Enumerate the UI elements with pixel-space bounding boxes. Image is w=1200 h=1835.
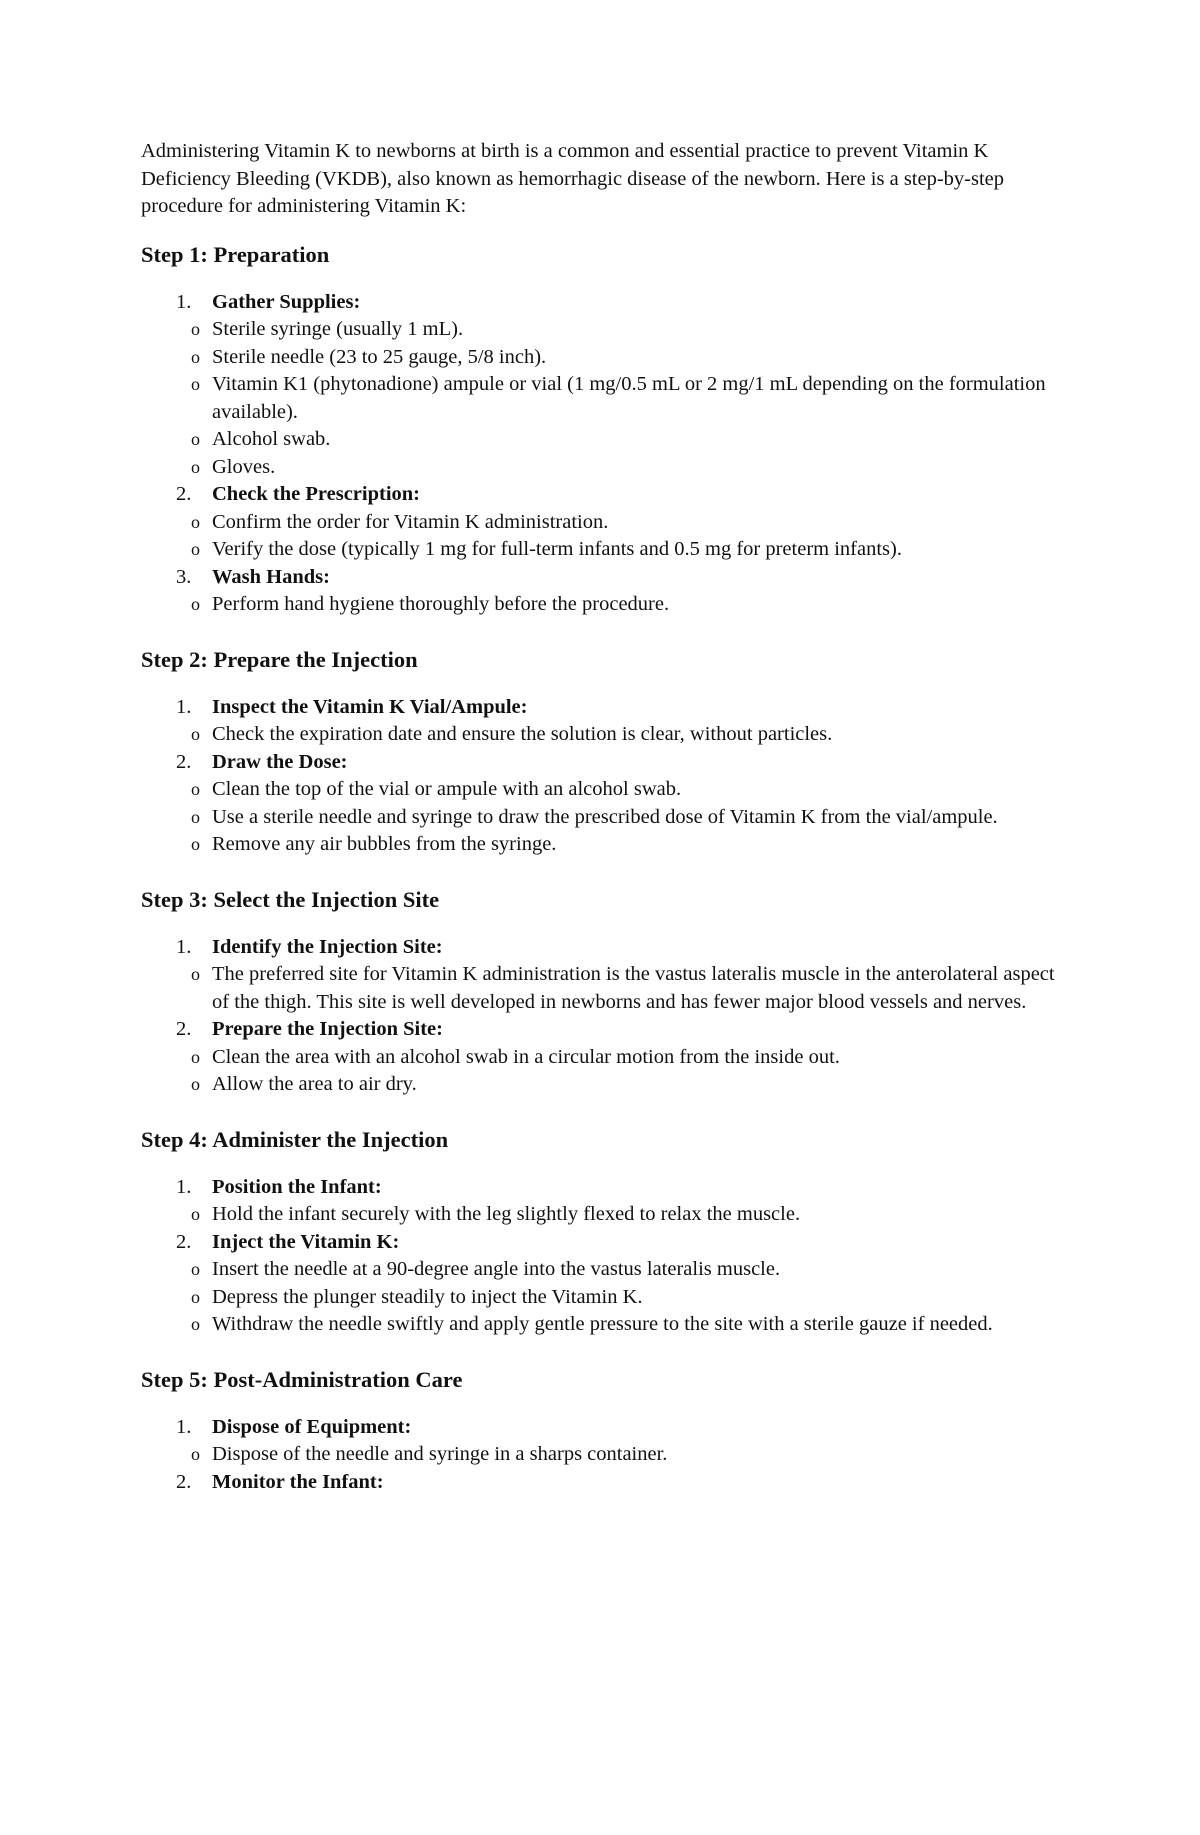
sub-bullet-text: Sterile syringe (usually 1 mL). — [212, 318, 464, 340]
sub-bullet-text: The preferred site for Vitamin K administration is the vastus lateralis muscle in the anterolateral aspect of the thigh. This site is well developed in newborns and has fewer major blood vessels and nerves. — [212, 963, 1055, 1013]
numbered-item — [141, 1174, 1071, 1229]
sub-bullet-item — [191, 1044, 1071, 1072]
sub-bullet-text: Gloves. — [212, 455, 276, 478]
item-title: Wash Hands: — [212, 565, 330, 588]
sub-bullet-item — [191, 1071, 1071, 1099]
sub-bullet-text: Clean the top of the vial or ampule with an alcohol swab. — [212, 778, 682, 800]
sub-bullet-item — [191, 1256, 1071, 1284]
sub-bullet-list — [191, 776, 1071, 859]
sub-bullet-list — [191, 1441, 1071, 1469]
item-title: Identify the Injection Site: — [212, 935, 443, 958]
sub-bullet-item — [191, 831, 1071, 859]
step-heading: Step 1: Preparation — [141, 241, 330, 267]
step-item-list — [141, 934, 1071, 1099]
circle-bullet-icon: o — [191, 539, 200, 559]
item-title: Inject the Vitamin K: — [212, 1230, 400, 1253]
circle-bullet-icon: o — [191, 319, 200, 339]
sub-bullet-item — [191, 721, 1071, 749]
item-title: Inspect the Vitamin K Vial/Ampule: — [212, 695, 528, 718]
sub-bullet-text: Allow the area to air dry. — [212, 1073, 417, 1095]
circle-bullet-icon: o — [191, 1074, 200, 1094]
sub-bullet-text: Use a sterile needle and syringe to draw the prescribed dose of Vitamin K from the vial/ampule. — [212, 805, 998, 828]
sub-bullet-item — [191, 804, 1071, 832]
document-page — [141, 138, 1071, 1521]
step-heading: Step 4: Administer the Injection — [141, 1126, 449, 1152]
circle-bullet-icon: o — [191, 779, 200, 799]
item-title: Monitor the Infant: — [212, 1470, 384, 1493]
sub-bullet-list — [191, 1256, 1071, 1339]
sub-bullet-list — [191, 1201, 1071, 1229]
item-number: 1. — [176, 290, 192, 313]
circle-bullet-icon: o — [191, 1444, 200, 1464]
item-number: 2. — [176, 1230, 192, 1253]
sub-bullet-item — [191, 1311, 1071, 1339]
item-number: 1. — [176, 1415, 192, 1438]
step-item-list — [141, 694, 1071, 859]
item-title: Dispose of Equipment: — [212, 1415, 412, 1438]
sub-bullet-item — [191, 536, 1071, 564]
circle-bullet-icon: o — [191, 511, 200, 532]
sub-bullet-text: Sterile needle (23 to 25 gauge, 5/8 inch). — [212, 345, 547, 368]
circle-bullet-icon: o — [191, 1314, 200, 1334]
sub-bullet-item — [191, 344, 1071, 372]
circle-bullet-icon: o — [191, 346, 200, 367]
item-title: Draw the Dose: — [212, 750, 348, 773]
circle-bullet-icon: o — [191, 964, 200, 984]
item-title: Gather Supplies: — [212, 290, 361, 313]
item-number: 1. — [176, 1175, 192, 1198]
sub-bullet-list — [191, 1044, 1071, 1099]
sub-bullet-text: Clean the area with an alcohol swab in a circular motion from the inside out. — [212, 1045, 840, 1068]
sub-bullet-item — [191, 371, 1071, 426]
step-section — [141, 884, 1071, 1099]
item-number: 2. — [176, 1018, 192, 1040]
item-number: 2. — [176, 1470, 192, 1493]
sub-bullet-item — [191, 316, 1071, 344]
sub-bullet-text: Verify the dose (typically 1 mg for full-term infants and 0.5 mg for preterm infants). — [212, 538, 902, 560]
step-item-list — [141, 1174, 1071, 1339]
step-heading: Step 5: Post-Administration Care — [141, 1366, 463, 1392]
numbered-item — [141, 481, 1071, 564]
numbered-item — [141, 289, 1071, 482]
circle-bullet-icon: o — [191, 1286, 200, 1307]
circle-bullet-icon: o — [191, 429, 200, 449]
sub-bullet-text: Confirm the order for Vitamin K administration. — [212, 510, 609, 533]
sub-bullet-item — [191, 426, 1071, 454]
sub-bullet-text: Hold the infant securely with the leg slightly flexed to relax the muscle. — [212, 1203, 801, 1225]
step-section — [141, 1124, 1071, 1339]
item-number: 3. — [176, 565, 192, 588]
sub-bullet-text: Check the expiration date and ensure the solution is clear, without particles. — [212, 723, 833, 745]
sub-bullet-text: Depress the plunger steadily to inject the Vitamin K. — [212, 1285, 643, 1308]
numbered-item — [141, 694, 1071, 749]
circle-bullet-icon: o — [191, 806, 200, 827]
sub-bullet-text: Insert the needle at a 90-degree angle into the vastus lateralis muscle. — [212, 1258, 781, 1280]
item-number: 2. — [176, 750, 192, 773]
step-section — [141, 239, 1071, 619]
sub-bullet-text: Remove any air bubbles from the syringe. — [212, 833, 557, 855]
numbered-item — [141, 749, 1071, 859]
circle-bullet-icon: o — [191, 724, 200, 744]
step-item-list — [141, 289, 1071, 619]
circle-bullet-icon: o — [191, 834, 200, 854]
intro-paragraph: Administering Vitamin K to newborns at birth is a common and essential practice to prevent Vitamin K Deficiency Bleeding (VKDB), also known as hemorrhagic disease of the newborn. Here is a step-by-step procedure for administering Vitamin K: — [141, 140, 1005, 217]
item-number: 1. — [176, 935, 192, 958]
sub-bullet-item — [191, 509, 1071, 537]
item-title: Check the Prescription: — [212, 483, 421, 505]
sub-bullet-list — [191, 591, 1071, 619]
sub-bullet-text: Vitamin K1 (phytonadione) ampule or vial (1 mg/0.5 mL or 2 mg/1 mL depending on the formulation available). — [212, 373, 1046, 423]
numbered-item — [141, 1414, 1071, 1469]
numbered-item — [141, 564, 1071, 619]
item-title: Position the Infant: — [212, 1175, 382, 1198]
step-heading: Step 2: Prepare the Injection — [141, 646, 418, 672]
circle-bullet-icon: o — [191, 456, 200, 477]
sub-bullet-text: Withdraw the needle swiftly and apply gentle pressure to the site with a sterile gauze if needed. — [212, 1313, 993, 1335]
sub-bullet-text: Perform hand hygiene thoroughly before the procedure. — [212, 593, 670, 615]
sub-bullet-item — [191, 1201, 1071, 1229]
sub-bullet-item — [191, 776, 1071, 804]
numbered-item — [141, 1229, 1071, 1339]
sub-bullet-list — [191, 961, 1071, 1016]
circle-bullet-icon: o — [191, 1046, 200, 1067]
step-section — [141, 1364, 1071, 1497]
sub-bullet-item — [191, 1284, 1071, 1312]
item-number: 2. — [176, 483, 192, 505]
numbered-item — [141, 934, 1071, 1017]
numbered-item — [141, 1469, 1071, 1497]
step-item-list — [141, 1414, 1071, 1497]
steps-container — [141, 239, 1071, 1497]
circle-bullet-icon: o — [191, 594, 200, 614]
sub-bullet-text: Alcohol swab. — [212, 428, 331, 450]
sub-bullet-item — [191, 454, 1071, 482]
sub-bullet-list — [191, 316, 1071, 481]
circle-bullet-icon: o — [191, 1259, 200, 1279]
sub-bullet-list — [191, 721, 1071, 749]
sub-bullet-item — [191, 1441, 1071, 1469]
step-section — [141, 644, 1071, 859]
sub-bullet-list — [191, 509, 1071, 564]
sub-bullet-item — [191, 961, 1071, 1016]
circle-bullet-icon: o — [191, 374, 200, 394]
numbered-item — [141, 1016, 1071, 1099]
step-heading: Step 3: Select the Injection Site — [141, 886, 440, 912]
sub-bullet-text: Dispose of the needle and syringe in a sharps container. — [212, 1443, 668, 1465]
circle-bullet-icon: o — [191, 1204, 200, 1224]
sub-bullet-item — [191, 591, 1071, 619]
item-number: 1. — [176, 695, 192, 718]
item-title: Prepare the Injection Site: — [212, 1018, 443, 1040]
